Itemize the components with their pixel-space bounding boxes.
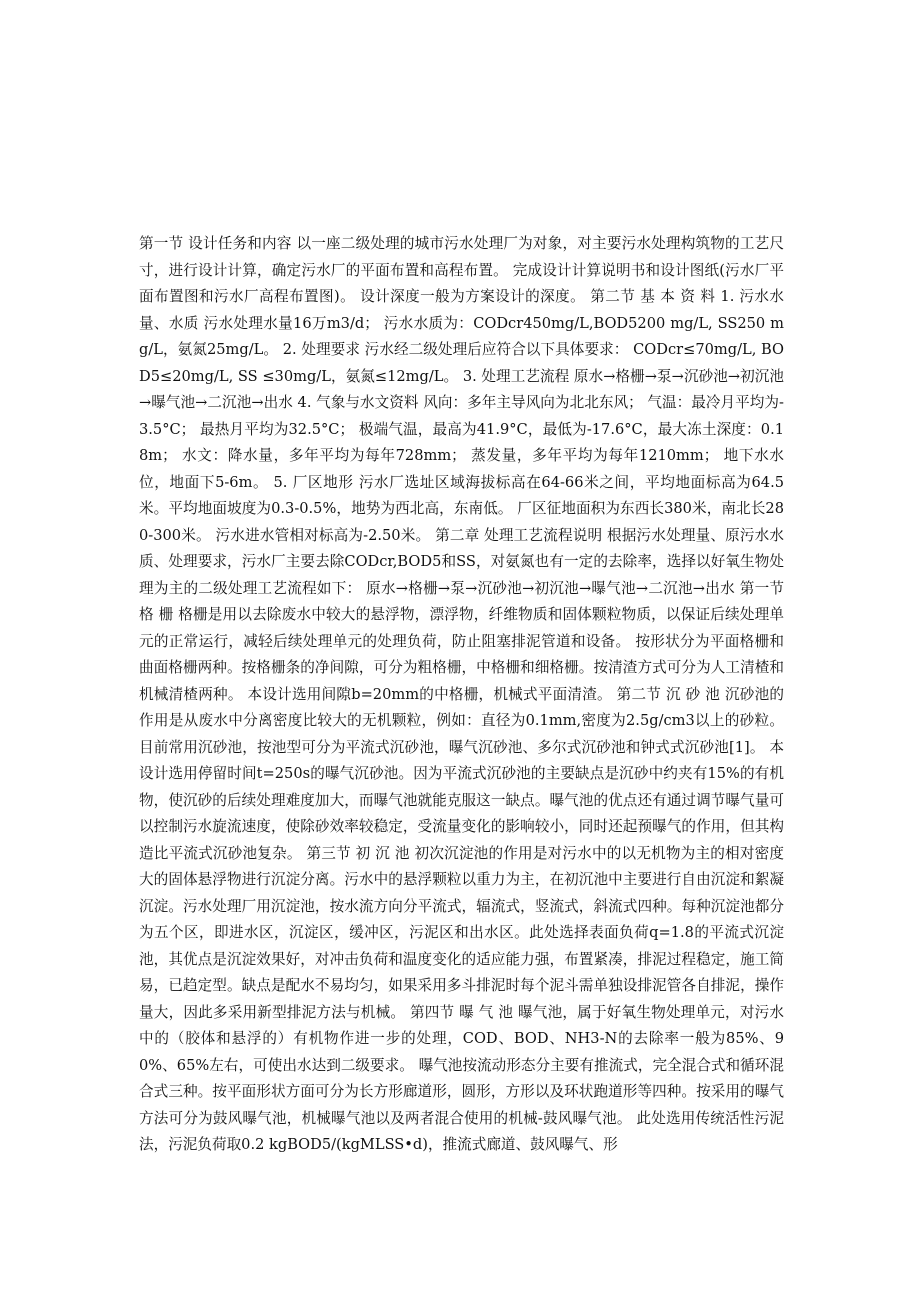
body-paragraph: 第一节 设计任务和内容 以一座二级处理的城市污水处理厂为对象，对主要污水处理构筑物的工艺尺寸，进行设计计算，确定污水厂的平面布置和高程布置。 完成设计计算说明书和设计图纸(污水厂平面布置图和污水厂高程布置图)。 设计深度一般为方案设计的深度。 第二节 基 本 资 料 1. 污水水量、水质 污水处理水量16万m3/d； 污水水质为：CODcr450mg/L,BOD5200 mg/L, SS250 mg/L，氨氮25mg/L。 2. 处理要求 污水经二级处理后应符合以下具体要求： CODcr≤70mg/L, BOD5≤20mg/L, SS ≤30mg/L，氨氮≤12mg/L。 3. 处理工艺流程 原水→格栅→泵→沉砂池→初沉池→曝气池→二沉池→出水 4. 气象与水文资料 风向：多年主导风向为北北东风； 气温：最冷月平均为-3.5°C； 最热月平均为32.5°C； 极端气温，最高为41.9°C，最低为-17.6°C，最大冻土深度：0.18m； 水文：降水量，多年平均为每年728mm； 蒸发量，多年平均为每年1210mm； 地下水水位，地面下5-6m。 5. 厂区地形 污水厂选址区域海拔标高在64-66米之间，平均地面标高为64.5米。平均地面坡度为0.3-0.5%，地势为西北高，东南低。 厂区征地面积为东西长380米，南北长280-300米。 污水进水管相对标高为-2.50米。 第二章 处理工艺流程说明 根据污水处理量、原污水水质、处理要求，污水厂主要去除CODcr,BOD5和SS，对氨氮也有一定的去除率，选择以好氧生物处理为主的二级处理工艺流程如下： 原水→格栅→泵→沉砂池→初沉池→曝气池→二沉池→出水 第一节 格 栅 格栅是用以去除废水中较大的悬浮物，漂浮物，纤维物质和固体颗粒物质，以保证后续处理单元的正常运行，减轻后续处理单元的处理负荷，防止阻塞排泥管道和设备。 按形状分为平面格栅和曲面格栅两种。按格栅条的净间隙，可分为粗格栅，中格栅和细格栅。按清渣方式可分为人工清楂和机械清楂两种。 本设计选用间隙b=20mm的中格栅，机械式平面清渣。 第二节 沉 砂 池 沉砂池的作用是从废水中分离密度比较大的无机颗粒，例如：直径为0.1mm,密度为2.5g/cm3以上的砂粒。目前常用沉砂池，按池型可分为平流式沉砂池，曝气沉砂池、多尔式沉砂池和钟式式沉砂池[1]。 本设计选用停留时间t=250s的曝气沉砂池。因为平流式沉砂池的主要缺点是沉砂中约夹有15%的有机物，使沉砂的后续处理难度加大，而曝气池就能克服这一缺点。曝气池的优点还有通过调节曝气量可以控制污水旋流速度，使除砂效率较稳定，受流量变化的影响较小，同时还起预曝气的作用，但其构造比平流式沉砂池复杂。 第三节 初 沉 池 初次沉淀池的作用是对污水中的以无机物为主的相对密度大的固体悬浮物进行沉淀分离。污水中的悬浮颗粒以重力为主，在初沉池中主要进行自由沉淀和絮凝沉淀。污水处理厂用沉淀池，按水流方向分平流式，辐流式，竖流式，斜流式四种。每种沉淀池都分为五个区，即进水区，沉淀区，缓冲区，污泥区和出水区。此处选择表面负荷q=1.8的平流式沉淀池，其优点是沉淀效果好，对冲击负荷和温度变化的适应能力强，布置紧凑，排泥过程稳定，施工简易，已趋定型。缺点是配水不易均匀，如果采用多斗排泥时每个泥斗需单独设排泥管各自排泥，操作量大，因此多采用新型排泥方法与机械。 第四节 曝 气 池 曝气池，属于好氧生物处理单元，对污水中的（胶体和悬浮的）有机物作进一步的处理，COD、BOD、NH3-N的去除率一般为85%、90%、65%左右，可使出水达到二级要求。 曝气池按流动形态分主要有推流式，完全混合式和循环混合式三种。按平面形状方面可分为长方形廊道形，圆形，方形以及环状跑道形等四种。按采用的曝气方法可分为鼓风曝气池，机械曝气池以及两者混合使用的机械-鼓风曝气池。 此处选用传统活性污泥法，污泥负荷取0.2 kgBOD5/(kgMLSS•d)，推流式廊道、鼓风曝气、形	[139, 235, 784, 1153]
document-body	[139, 231, 784, 1159]
